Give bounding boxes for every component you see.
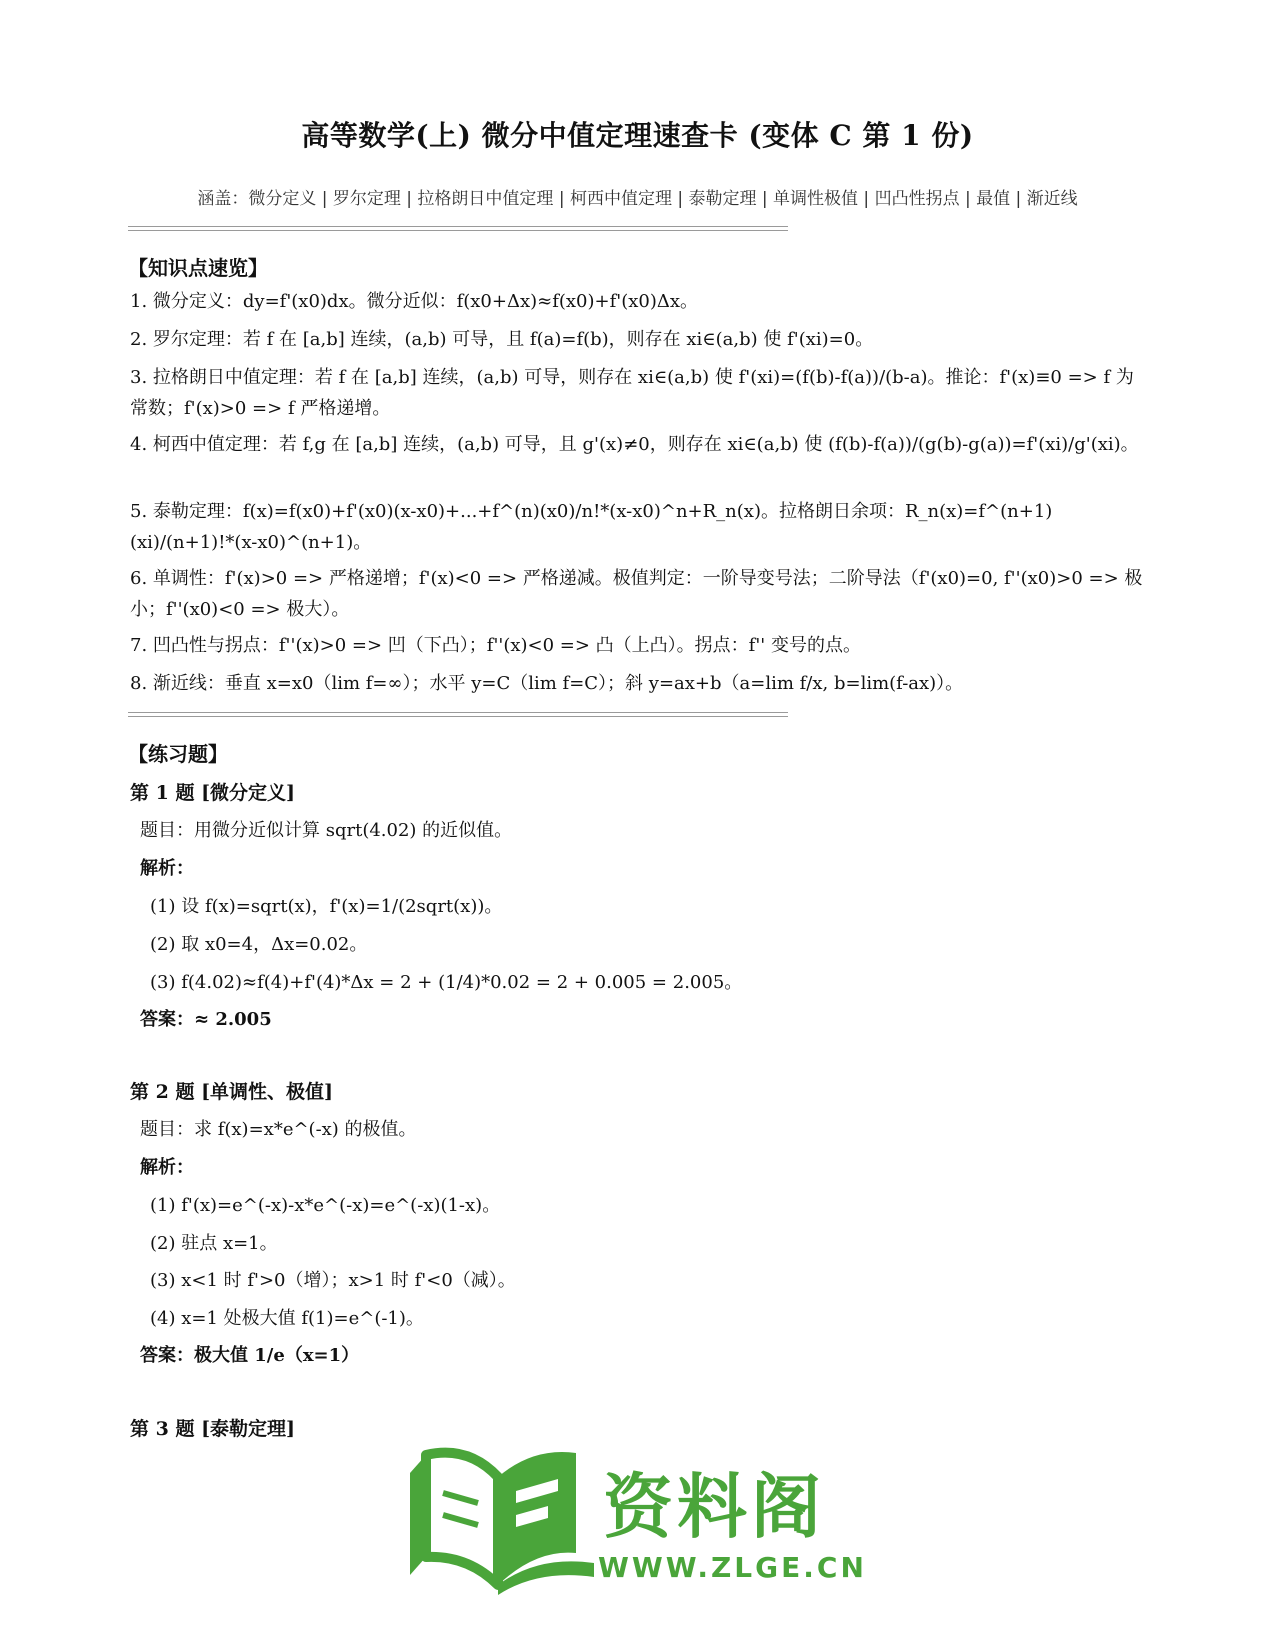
watermark-name: 资料阁 xyxy=(603,1466,825,1548)
watermark-url: WWW.ZLGE.CN xyxy=(598,1551,867,1584)
question-1-answer: 答案：≈ 2.005 xyxy=(140,1009,272,1030)
separator-top xyxy=(128,226,788,227)
question-1-problem: 题目：用微分近似计算 sqrt(4.02) 的近似值。 xyxy=(140,820,513,841)
page-title: 高等数学(上) 微分中值定理速查卡 (变体 C 第 1 份) xyxy=(301,119,974,152)
question-2-step-3: (3) x<1 时 f'>0（增）；x>1 时 f'<0（减）。 xyxy=(150,1270,516,1291)
knowledge-item-2: 2. 罗尔定理：若 f 在 [a,b] 连续，(a,b) 可导，且 f(a)=f(b)，则存在 xi∈(a,b) 使 f'(xi)=0。 xyxy=(130,329,874,350)
question-3-header: 第 3 题 [泰勒定理] xyxy=(130,1418,296,1440)
question-1-step-3: (3) f(4.02)≈f(4)+f'(4)*Δx = 2 + (1/4)*0.02 = 2 + 0.005 = 2.005。 xyxy=(150,972,743,993)
watermark xyxy=(398,1445,878,1595)
question-2-header: 第 2 题 [单调性、极值] xyxy=(130,1081,334,1103)
knowledge-item-6: 6. 单调性：f'(x)>0 => 严格递增；f'(x)<0 => 严格递减。极值判定：一阶导变号法；二阶导法（f'(x0)=0, f''(x0)>0 => 极小；f''(x0)<0 => 极大）。 xyxy=(130,568,1143,620)
knowledge-item-5: 5. 泰勒定理：f(x)=f(x0)+f'(x0)(x-x0)+...+f^(n)(x0)/n!*(x-x0)^n+R_n(x)。拉格朗日余项：R_n(x)=f^(n+1)(xi)/(n+1)!*(x-x0)^(n+1)。 xyxy=(130,501,1053,553)
question-2-step-2: (2) 驻点 x=1。 xyxy=(150,1233,278,1254)
question-2-step-4: (4) x=1 处极大值 f(1)=e^(-1)。 xyxy=(150,1308,424,1329)
question-2-analysis-label: 解析： xyxy=(140,1157,194,1178)
knowledge-item-3: 3. 拉格朗日中值定理：若 f 在 [a,b] 连续，(a,b) 可导，则存在 xi∈(a,b) 使 f'(xi)=(f(b)-f(a))/(b-a)。推论：f'(x)≡0 => f 为常数；f'(x)>0 => f 严格递增。 xyxy=(130,367,1134,419)
knowledge-item-1: 1. 微分定义：dy=f'(x0)dx。微分近似：f(x0+Δx)≈f(x0)+f'(x0)Δx。 xyxy=(130,291,699,312)
knowledge-item-7: 7. 凹凸性与拐点：f''(x)>0 => 凹（下凸）；f''(x)<0 => 凸（上凸）。拐点：f'' 变号的点。 xyxy=(130,635,861,656)
coverage-line: 涵盖：微分定义 | 罗尔定理 | 拉格朗日中值定理 | 柯西中值定理 | 泰勒定理 | 单调性极值 | 凹凸性拐点 | 最值 | 渐近线 xyxy=(197,189,1078,209)
question-1-analysis-label: 解析： xyxy=(140,858,194,879)
question-1-header: 第 1 题 [微分定义] xyxy=(130,782,296,804)
question-2-step-1: (1) f'(x)=e^(-x)-x*e^(-x)=e^(-x)(1-x)。 xyxy=(150,1195,501,1216)
question-2-problem: 题目：求 f(x)=x*e^(-x) 的极值。 xyxy=(140,1119,417,1140)
question-2-answer: 答案：极大值 1/e（x=1） xyxy=(140,1345,360,1366)
question-1-step-2: (2) 取 x0=4，Δx=0.02。 xyxy=(150,934,368,955)
separator-bottom xyxy=(128,712,788,713)
knowledge-item-8: 8. 渐近线：垂直 x=x0（lim f=∞）；水平 y=C（lim f=C）；斜 y=ax+b（a=lim f/x, b=lim(f-ax)）。 xyxy=(130,673,964,694)
practice-heading: 【练习题】 xyxy=(128,742,228,766)
knowledge-heading: 【知识点速览】 xyxy=(128,256,268,280)
knowledge-item-4: 4. 柯西中值定理：若 f,g 在 [a,b] 连续，(a,b) 可导，且 g'(x)≠0，则存在 xi∈(a,b) 使 (f(b)-f(a))/(g(b)-g(a))=f'(xi)/g'(xi)。 xyxy=(130,434,1139,455)
question-1-step-1: (1) 设 f(x)=sqrt(x)，f'(x)=1/(2sqrt(x))。 xyxy=(150,896,503,917)
